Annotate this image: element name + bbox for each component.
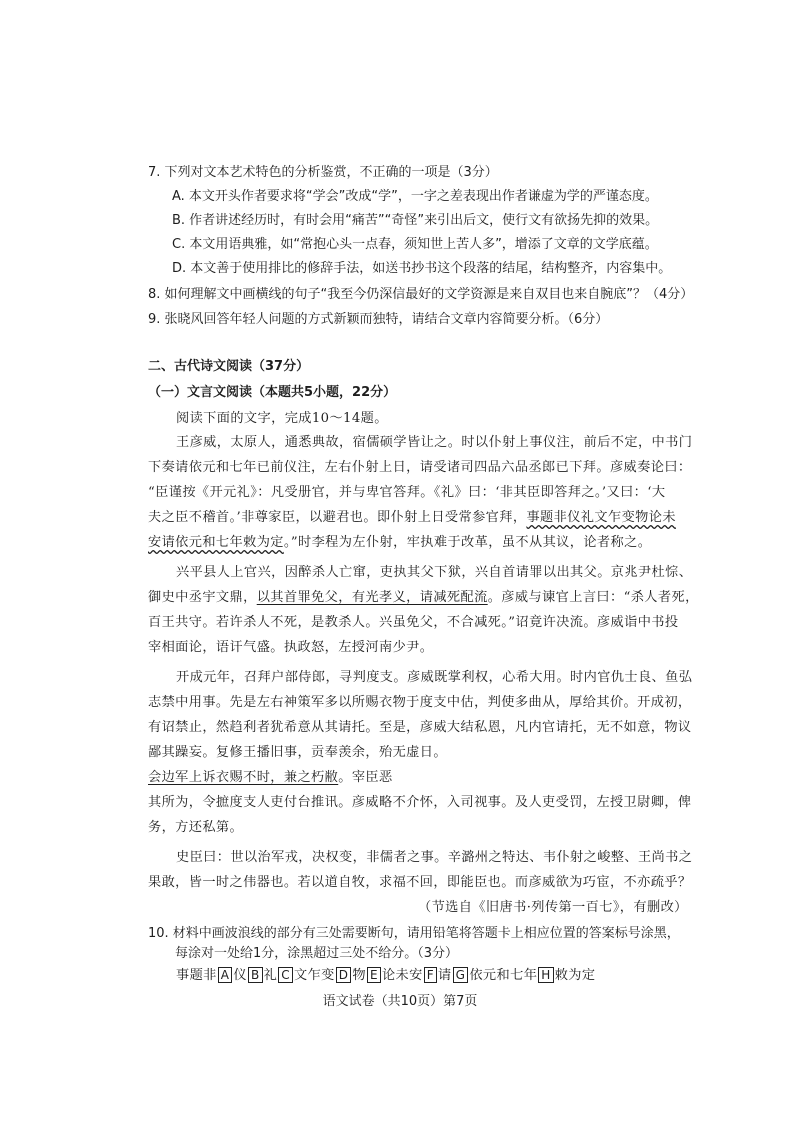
underlined-text: 以其首罪免父，有光孝义，请减死配流 bbox=[256, 590, 488, 605]
answer-sequence-text: 物 bbox=[352, 968, 366, 983]
subsection-title: （一）文言文阅读（本题共5小题，22分） bbox=[148, 385, 397, 400]
passage-text: 夫之臣不稽首。’非尊家臣，以避君也。即仆射上日受常参官拜， bbox=[148, 510, 527, 525]
question-7-option-b: B. 作者讲述经历时，有时会用“痛苦”“奇怪”来引出后文，使行文有欲扬先抑的效果。 bbox=[172, 213, 659, 228]
answer-sequence-text: 仪 bbox=[233, 968, 247, 983]
passage-p4-line: 果敢，皆一时之伟器也。若以道自牧，求福不回，即能臣也。而彦威欲为巧宦，不亦疏乎？ bbox=[148, 875, 692, 890]
passage-p3-line: 开成元年，召拜户部侍郎，寻判度支。彦威既掌利权，心希大用。时内官仇士良、鱼弘 bbox=[176, 670, 693, 685]
passage-p2-line: 兴平县人上官兴，因醉杀人亡窜，吏执其父下狱，兴自首请罪以出其父。京兆尹杜悰、 bbox=[176, 565, 693, 580]
page-footer: 语文试卷（共10页）第7页 bbox=[322, 994, 478, 1009]
reading-instruction: 阅读下面的文字，完成10～14题。 bbox=[176, 411, 388, 426]
question-10-line1: 10. 材料中画波浪线的部分有三处需要断句，请用铅笔将答题卡上相应位置的答案标号涂黑， bbox=[148, 926, 680, 941]
wavy-underlined-text: 事题非仪礼文乍变物论未 bbox=[526, 510, 676, 525]
answer-sequence-text: 文乍变 bbox=[293, 968, 335, 983]
passage-p2-line bbox=[148, 589, 699, 607]
underlined-text: 会边军上诉衣赐不时，兼之朽敝 bbox=[148, 770, 339, 785]
answer-option-box-g: G bbox=[453, 967, 469, 983]
passage-p3-line bbox=[148, 769, 393, 787]
answer-sequence-text: 敕为定 bbox=[554, 968, 596, 983]
passage-p1-line: “臣谨按《开元礼》：凡受册官，并与卑官答拜。《礼》曰：‘非其臣即答拜之。’又曰：‘大 bbox=[148, 485, 666, 500]
answer-sequence-text: 论未安 bbox=[381, 968, 423, 983]
answer-sequence-text: 礼 bbox=[263, 968, 278, 983]
question-10-answer-sequence bbox=[176, 967, 595, 985]
passage-p3-line: 务，方还私第。 bbox=[148, 820, 244, 835]
passage-p1-line: 下奏请依元和七年已前仪注，左右仆射上日，请受诸司四品六品丞郎已下拜。彦威奏论曰： bbox=[148, 460, 692, 475]
question-7-option-a: A. 本文开头作者要求将“学会”改成“学”，一字之差表现出作者谦虚为学的严谨态度。 bbox=[172, 189, 658, 204]
passage-p3-line: 有诏禁止，然趋利者犹希意从其请托。至是，彦威大结私恩，凡内官请托，无不如意，物议 bbox=[148, 720, 692, 735]
passage-text: 。”时李程为左仆射，牢执难于改革，虽不从其议，论者称之。 bbox=[283, 535, 652, 550]
passage-p1-line bbox=[148, 534, 651, 552]
question-8: 8. 如何理解文中画横线的句子“我至今仍深信最好的文学资源是来自双目也来自腕底”？（4分） bbox=[148, 287, 694, 302]
answer-sequence-text: 依元和七年 bbox=[469, 968, 538, 983]
question-9: 9. 张晓风回答年轻人问题的方式新颖而独特，请结合文章内容简要分析。（6分） bbox=[148, 312, 609, 327]
question-10-line2: 每涂对一处给1分，涂黑超过三处不给分。（3分） bbox=[175, 946, 459, 961]
answer-option-box-a: A bbox=[218, 967, 233, 983]
answer-option-box-e: E bbox=[367, 967, 381, 983]
answer-option-box-f: F bbox=[424, 967, 437, 983]
answer-option-box-h: H bbox=[538, 967, 553, 983]
answer-sequence-text: 事题非 bbox=[176, 968, 217, 983]
passage-p3-line: 鄙其躁妄。复修王播旧事，贡奉羡余，殆无虚日。 bbox=[148, 745, 447, 760]
passage-text: 。宰臣恶 bbox=[338, 770, 393, 785]
passage-p4-line: 史臣曰：世以治军戎，决权变，非儒者之事。辛潞州之特达、韦仆射之峻整、王尚书之 bbox=[176, 850, 693, 865]
passage-p1-line bbox=[148, 509, 676, 527]
answer-sequence-text: 请 bbox=[438, 968, 452, 983]
question-7-option-c: C. 本文用语典雅，如“常抱心头一点春，须知世上苦人多”，增添了文章的文学底蕴。 bbox=[172, 237, 658, 252]
passage-text: 。彦威与谏官上言曰：“杀人者死， bbox=[487, 590, 699, 605]
passage-p2-line: 百王共守。若许杀人不死，是教杀人。兴虽免父，不合减死。”诏竟许决流。彦威诣中书投 bbox=[148, 615, 679, 630]
answer-option-box-c: C bbox=[278, 967, 293, 983]
passage-p3-line: 志禁中用事。先是左右神策军多以所赐衣物于度支中估，判使多曲从，厚给其价。开成初， bbox=[148, 695, 692, 710]
passage-p3-line: 其所为，令摭度支人吏付台推讯。彦威略不介怀，入司视事。及人吏受罚，左授卫尉卿，俾 bbox=[148, 795, 692, 810]
passage-source: （节选自《旧唐书·列传第一百七》，有删改） bbox=[418, 900, 688, 915]
question-7-stem: 7. 下列对文本艺术特色的分析鉴赏，不正确的一项是（3分） bbox=[148, 165, 498, 180]
answer-option-box-b: B bbox=[248, 967, 263, 983]
wavy-underlined-text: 安请依元和七年敕为定 bbox=[148, 535, 284, 550]
passage-p1-line: 王彦威，太原人，通悉典故，宿儒硕学皆让之。时以仆射上事仪注，前后不定，中书门 bbox=[176, 435, 693, 450]
passage-p2-line: 宰相面论，语讦气盛。执政怒，左授河南少尹。 bbox=[148, 640, 434, 655]
section-title: 二、古代诗文阅读（37分） bbox=[148, 359, 310, 374]
passage-text: 御史中丞宇文鼎， bbox=[148, 590, 257, 605]
answer-option-box-d: D bbox=[336, 967, 352, 983]
question-7-option-d: D. 本文善于使用排比的修辞手法，如送书抄书这个段落的结尾，结构整齐，内容集中。 bbox=[172, 261, 672, 276]
